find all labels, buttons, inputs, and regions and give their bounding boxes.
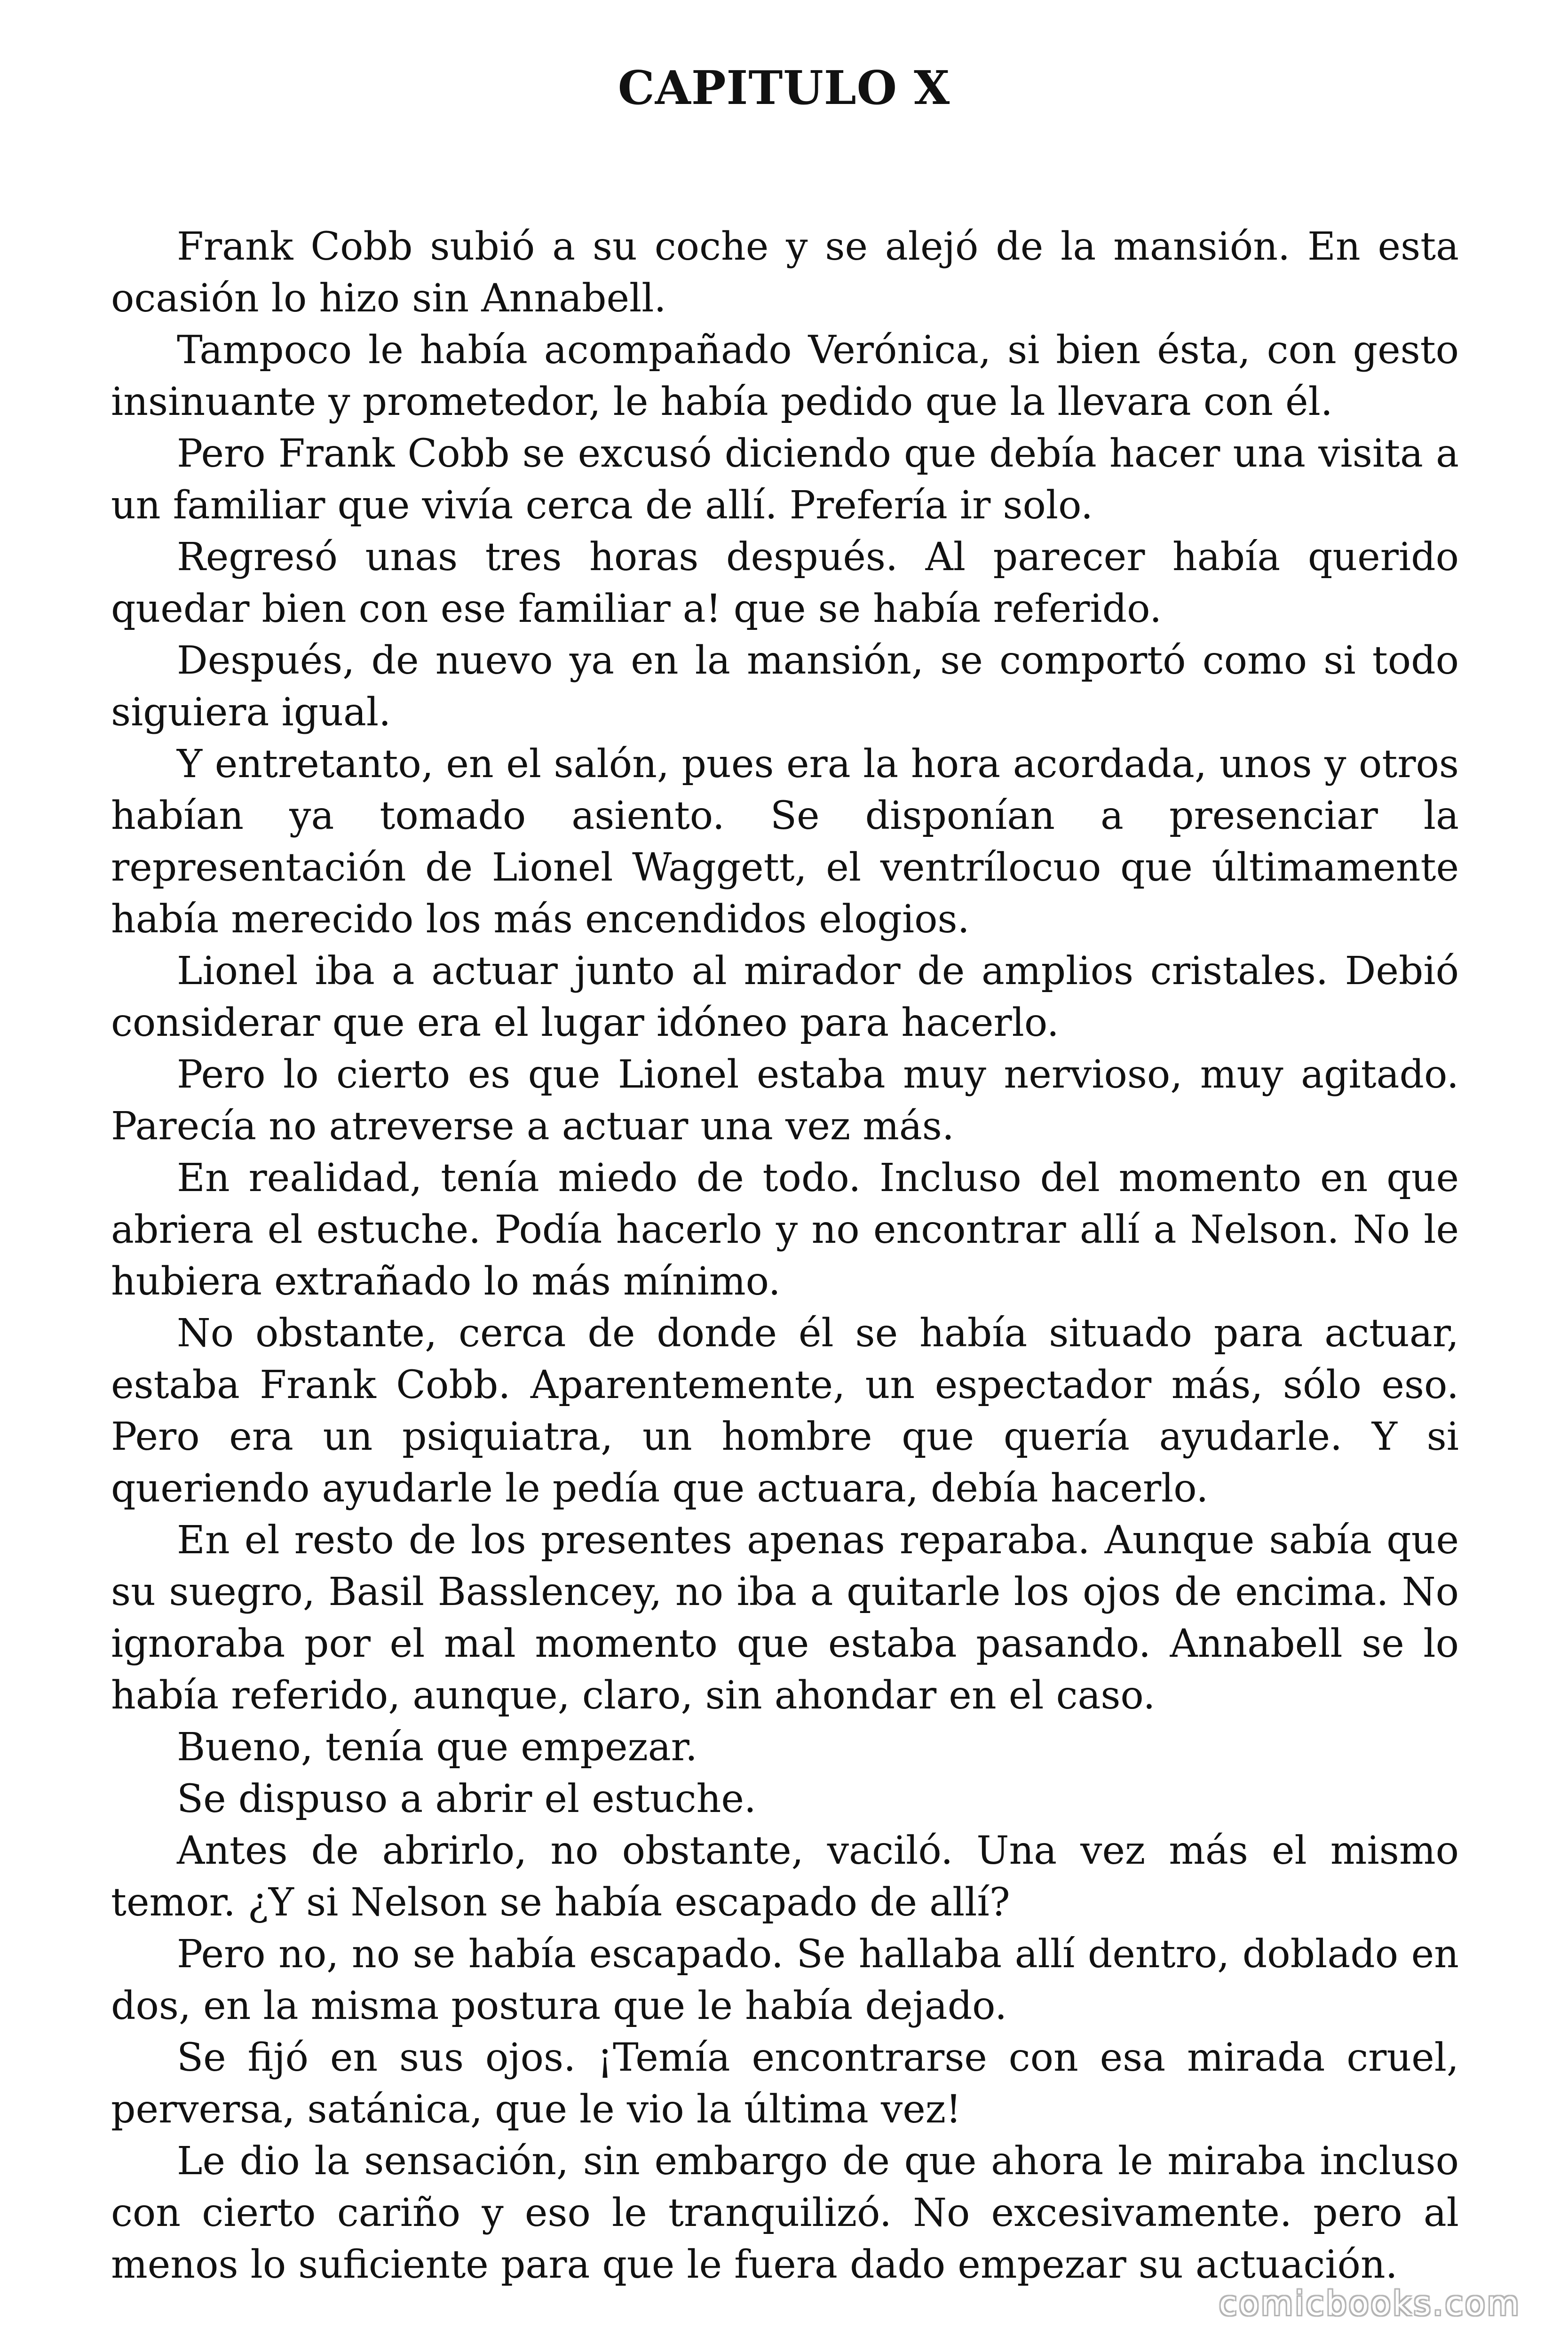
chapter-title: CAPITULO X: [618, 61, 950, 115]
paragraph: Le dio la sensación, sin embargo de que ahora le miraba incluso con cierto cariño y eso le tranquilizó. No excesivamente. pero al menos lo suficiente para que le fuera dado empezar su actuación.: [111, 2139, 1459, 2287]
chapter-body: [111, 221, 1459, 2291]
paragraph: No obstante, cerca de donde él se había situado para actuar, estaba Frank Cobb. Aparentemente, un espectador más, sólo eso. Pero era un psiquiatra, un hombre que quería ayudarle. Y si queriendo ayudarle le pedía que actuara, debía hacerlo.: [111, 1311, 1459, 1511]
paragraph: En realidad, tenía miedo de todo. Incluso del momento en que abriera el estuche. Podía hacerlo y no encontrar allí a Nelson. No le hubiera extrañado lo más mínimo.: [111, 1156, 1459, 1304]
paragraph: Bueno, tenía que empezar.: [177, 1725, 697, 1770]
paragraph: Antes de abrirlo, no obstante, vaciló. Una vez más el mismo temor. ¿Y si Nelson se había escapado de allí?: [111, 1828, 1459, 1925]
paragraph: Frank Cobb subió a su coche y se alejó de la mansión. En esta ocasión lo hizo sin Annabell.: [111, 224, 1459, 321]
paragraph: Pero no, no se había escapado. Se hallaba allí dentro, doblado en dos, en la misma postura que le había dejado.: [111, 1932, 1459, 2028]
watermark: comicbooks.com: [1219, 2284, 1521, 2323]
paragraph: Y entretanto, en el salón, pues era la hora acordada, unos y otros habían ya tomado asiento. Se disponían a presenciar la representación de Lionel Waggett, el ventrílocuo que últimamente había merecido los más encendidos elogios.: [111, 742, 1459, 942]
paragraph: Pero Frank Cobb se excusó diciendo que debía hacer una visita a un familiar que vivía cerca de allí. Prefería ir solo.: [111, 431, 1459, 528]
paragraph: Regresó unas tres horas después. Al parecer había querido quedar bien con ese familiar a! que se había referido.: [111, 535, 1459, 631]
paragraph: Tampoco le había acompañado Verónica, si bien ésta, con gesto insinuante y prometedor, le había pedido que la llevara con él.: [111, 328, 1459, 424]
paragraph: Después, de nuevo ya en la mansión, se comportó como si todo siguiera igual.: [111, 638, 1459, 735]
paragraph: Se fijó en sus ojos. ¡Temía encontrarse con esa mirada cruel, perversa, satánica, que le vio la última vez!: [111, 2035, 1459, 2132]
paragraph: Se dispuso a abrir el estuche.: [177, 1777, 756, 1821]
paragraph: Lionel iba a actuar junto al mirador de amplios cristales. Debió considerar que era el lugar idóneo para hacerlo.: [111, 949, 1459, 1045]
paragraph: En el resto de los presentes apenas reparaba. Aunque sabía que su suegro, Basil Basslencey, no iba a quitarle los ojos de encima. No ignoraba por el mal momento que estaba pasando. Annabell se lo había referido, aunque, claro, sin ahondar en el caso.: [111, 1518, 1459, 1718]
paragraph: Pero lo cierto es que Lionel estaba muy nervioso, muy agitado. Parecía no atreverse a actuar una vez más.: [111, 1052, 1459, 1149]
